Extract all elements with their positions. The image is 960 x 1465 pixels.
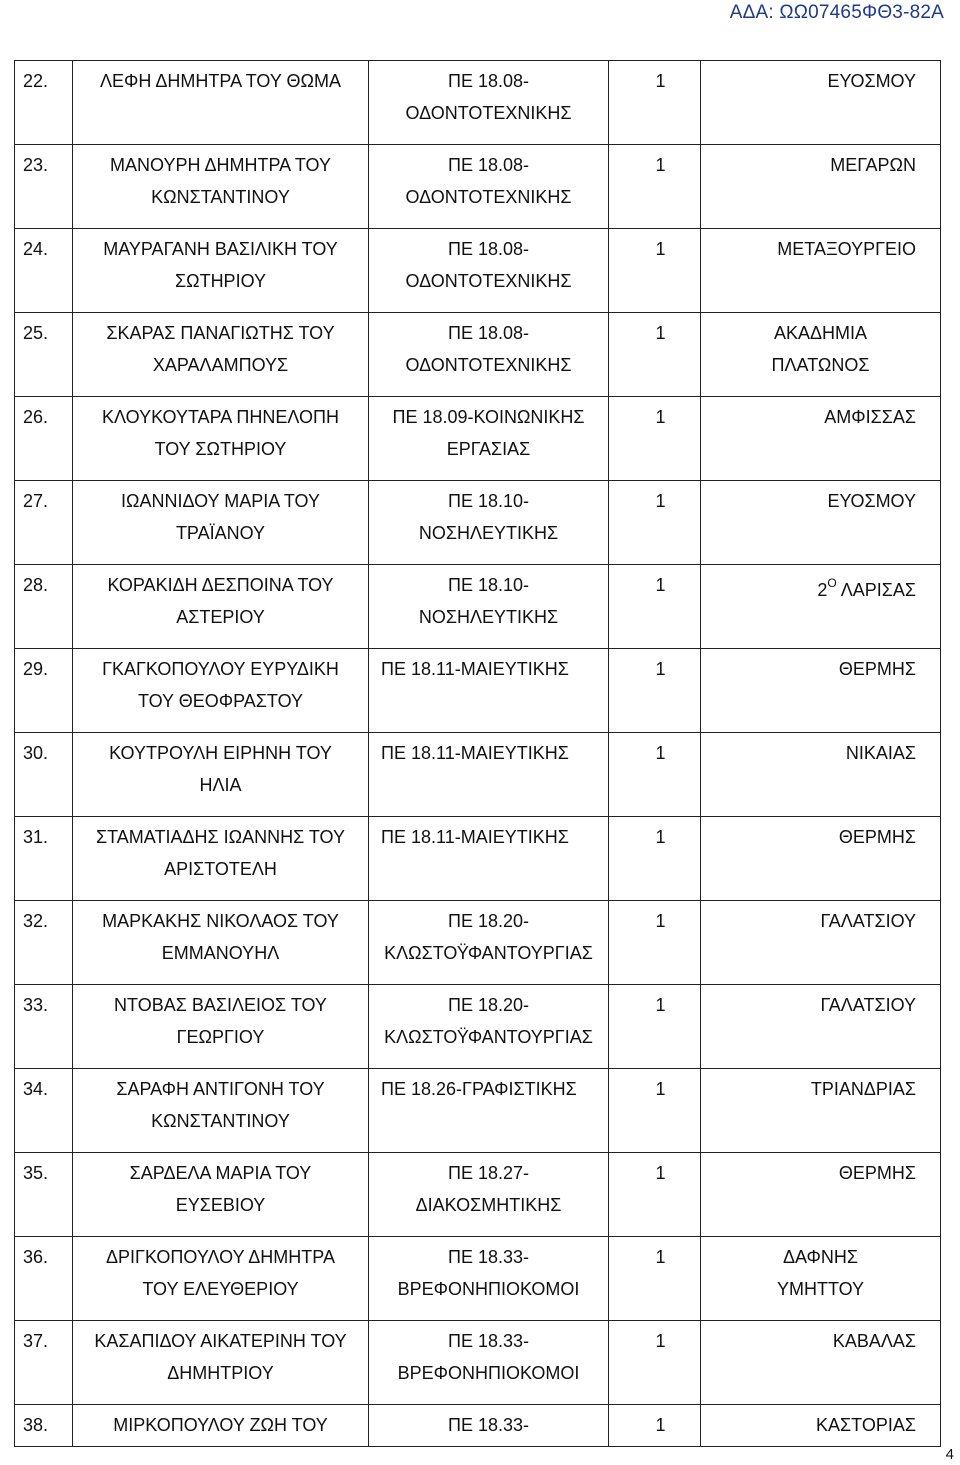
quantity: 1 (609, 649, 701, 733)
row-number: 32. (15, 901, 73, 985)
location (701, 817, 941, 901)
specialty-line: ΠΕ 18.08- (447, 239, 530, 259)
person-name (73, 229, 369, 313)
person-name (73, 313, 369, 397)
specialty-line: ΚΛΩΣΤΟΫΦΑΝΤΟΥΡΓΙΑΣ (384, 1027, 593, 1047)
table-row (15, 1069, 941, 1153)
location (701, 565, 941, 649)
specialty (369, 229, 609, 313)
specialty (369, 1237, 609, 1321)
specialty-line: ΒΡΕΦΟΝΗΠΙΟΚΟΜΟΙ (397, 1363, 580, 1383)
row-number: 24. (15, 229, 73, 313)
quantity: 1 (609, 313, 701, 397)
specialty-line: ΝΟΣΗΛΕΥΤΙΚΗΣ (418, 523, 559, 543)
location-line: ΓΑΛΑΤΣΙΟΥ (820, 995, 916, 1015)
specialty (369, 733, 609, 817)
location-ordinal-suffix: Ο (827, 576, 837, 590)
location-ordinal-number: 2 (817, 580, 828, 600)
location-line: ΕΥΟΣΜΟΥ (827, 71, 916, 91)
quantity: 1 (609, 817, 701, 901)
location-line: ΔΑΦΝΗΣ (783, 1247, 858, 1267)
quantity: 1 (609, 985, 701, 1069)
location (701, 313, 941, 397)
specialty-line: ΠΕ 18.11-ΜΑΙΕΥΤΙΚΗΣ (381, 659, 569, 679)
quantity: 1 (609, 397, 701, 481)
specialty (369, 817, 609, 901)
person-name-line: ΣΩΤΗΡΙΟΥ (174, 271, 266, 291)
person-name-line: ΣΤΑΜΑΤΙΑΔΗΣ ΙΩΑΝΝΗΣ ΤΟΥ (96, 827, 345, 847)
specialty-line: ΠΕ 18.20- (447, 911, 530, 931)
table-row (15, 145, 941, 229)
person-name (73, 61, 369, 145)
quantity: 1 (609, 1405, 701, 1447)
table-row (15, 481, 941, 565)
location-line: ΘΕΡΜΗΣ (838, 827, 916, 847)
specialty-line: ΠΕ 18.11-ΜΑΙΕΥΤΙΚΗΣ (381, 827, 569, 847)
person-name-line: ΓΚΑΓΚΟΠΟΥΛΟΥ ΕΥΡΥΔΙΚΗ (102, 659, 339, 679)
person-name (73, 1321, 369, 1405)
location-line: ΑΜΦΙΣΣΑΣ (824, 407, 916, 427)
row-number: 37. (15, 1321, 73, 1405)
location-line: ΜΕΤΑΞΟΥΡΓΕΙΟ (777, 239, 916, 259)
person-name (73, 985, 369, 1069)
table-row (15, 817, 941, 901)
location-line: ΘΕΡΜΗΣ (838, 659, 916, 679)
person-name-line: ΜΑΥΡΑΓΑΝΗ ΒΑΣΙΛΙΚΗ ΤΟΥ (103, 239, 338, 259)
specialty-line: ΠΕ 18.20- (447, 995, 530, 1015)
person-name (73, 1069, 369, 1153)
table-row (15, 901, 941, 985)
table-row (15, 649, 941, 733)
specialty-line: ΚΛΩΣΤΟΫΦΑΝΤΟΥΡΓΙΑΣ (384, 943, 593, 963)
specialty-line: ΠΕ 18.33- (447, 1331, 530, 1351)
table-body (15, 61, 941, 1447)
specialty-line: ΟΔΟΝΤΟΤΕΧΝΙΚΗΣ (405, 187, 572, 207)
person-name-line: ΑΣΤΕΡΙΟΥ (176, 607, 265, 627)
row-number: 25. (15, 313, 73, 397)
location-line: ΑΚΑΔΗΜΙΑ (773, 323, 868, 343)
location (701, 1069, 941, 1153)
appointments-table (14, 60, 941, 1447)
specialty (369, 901, 609, 985)
specialty-line: ΔΙΑΚΟΣΜΗΤΙΚΗΣ (415, 1195, 562, 1215)
row-number: 23. (15, 145, 73, 229)
specialty-line: ΠΕ 18.11-ΜΑΙΕΥΤΙΚΗΣ (381, 743, 569, 763)
specialty (369, 1405, 609, 1447)
location (701, 901, 941, 985)
person-name-line: ΕΥΣΕΒΙΟΥ (175, 1195, 266, 1215)
row-number: 22. (15, 61, 73, 145)
page-number: 4 (945, 1446, 954, 1463)
quantity: 1 (609, 1321, 701, 1405)
quantity: 1 (609, 1237, 701, 1321)
person-name-line: ΕΜΜΑΝΟΥΗΛ (161, 943, 280, 963)
location (701, 145, 941, 229)
location-line: ΥΜΗΤΤΟΥ (776, 1279, 865, 1299)
row-number: 38. (15, 1405, 73, 1447)
person-name-line: ΚΑΣΑΠΙΔΟΥ ΑΙΚΑΤΕΡΙΝΗ ΤΟΥ (94, 1331, 347, 1351)
person-name-line: ΤΟΥ ΣΩΤΗΡΙΟΥ (154, 439, 287, 459)
person-name-line: ΔΗΜΗΤΡΙΟΥ (167, 1363, 274, 1383)
specialty-line: ΟΔΟΝΤΟΤΕΧΝΙΚΗΣ (405, 103, 572, 123)
location (701, 61, 941, 145)
location (701, 1321, 941, 1405)
table-row (15, 985, 941, 1069)
person-name (73, 733, 369, 817)
ada-code-header: ΑΔΑ: ΩΩ07465ΦΘ3-82Α (729, 2, 944, 23)
person-name-line: ΚΟΥΤΡΟΥΛΗ ΕΙΡΗΝΗ ΤΟΥ (109, 743, 332, 763)
location-line: ΝΙΚΑΙΑΣ (845, 743, 916, 763)
location (701, 1405, 941, 1447)
location (701, 985, 941, 1069)
location (701, 649, 941, 733)
person-name (73, 817, 369, 901)
row-number: 30. (15, 733, 73, 817)
row-number: 34. (15, 1069, 73, 1153)
specialty-line: ΕΡΓΑΣΙΑΣ (446, 439, 531, 459)
table-row (15, 1405, 941, 1447)
quantity: 1 (609, 61, 701, 145)
person-name-line: ΣΑΡΔΕΛΑ ΜΑΡΙΑ ΤΟΥ (129, 1163, 312, 1183)
person-name-line: ΓΕΩΡΓΙΟΥ (176, 1027, 265, 1047)
row-number: 27. (15, 481, 73, 565)
location-line: ΘΕΡΜΗΣ (838, 1163, 916, 1183)
specialty-line: ΠΕ 18.08- (447, 323, 530, 343)
row-number: 36. (15, 1237, 73, 1321)
location (701, 481, 941, 565)
table-row (15, 733, 941, 817)
location-line: ΜΕΓΑΡΩΝ (830, 155, 916, 175)
person-name (73, 649, 369, 733)
specialty-line: ΟΔΟΝΤΟΤΕΧΝΙΚΗΣ (405, 271, 572, 291)
specialty (369, 649, 609, 733)
specialty-line: ΠΕ 18.10- (447, 575, 530, 595)
person-name-line: ΚΟΡΑΚΙΔΗ ΔΕΣΠΟΙΝΑ ΤΟΥ (107, 575, 334, 595)
table-row (15, 229, 941, 313)
person-name-line: ΧΑΡΑΛΑΜΠΟΥΣ (152, 355, 289, 375)
person-name-line: ΝΤΟΒΑΣ ΒΑΣΙΛΕΙΟΣ ΤΟΥ (114, 995, 327, 1015)
specialty (369, 61, 609, 145)
specialty (369, 1321, 609, 1405)
person-name-line: ΤΡΑΪΑΝΟΥ (175, 523, 266, 543)
location (701, 1153, 941, 1237)
row-number: 28. (15, 565, 73, 649)
specialty-line: ΠΕ 18.10- (447, 491, 530, 511)
quantity: 1 (609, 565, 701, 649)
person-name-line: ΣΚΑΡΑΣ ΠΑΝΑΓΙΩΤΗΣ ΤΟΥ (106, 323, 335, 343)
person-name (73, 901, 369, 985)
table-row (15, 1321, 941, 1405)
specialty (369, 985, 609, 1069)
person-name-line: ΔΡΙΓΚΟΠΟΥΛΟΥ ΔΗΜΗΤΡΑ (106, 1247, 335, 1267)
specialty (369, 1069, 609, 1153)
specialty (369, 313, 609, 397)
person-name (73, 565, 369, 649)
location (701, 733, 941, 817)
table-row (15, 397, 941, 481)
location (701, 1237, 941, 1321)
person-name-line: ΗΛΙΑ (199, 775, 242, 795)
person-name (73, 481, 369, 565)
person-name (73, 1405, 369, 1447)
person-name-line: ΚΛΟΥΚΟΥΤΑΡΑ ΠΗΝΕΛΟΠΗ (102, 407, 339, 427)
quantity: 1 (609, 1069, 701, 1153)
person-name-line: ΤΟΥ ΘΕΟΦΡΑΣΤΟΥ (137, 691, 304, 711)
specialty-line: ΠΕ 18.33- (447, 1415, 530, 1435)
row-number: 35. (15, 1153, 73, 1237)
quantity: 1 (609, 1153, 701, 1237)
location-line: ΠΛΑΤΩΝΟΣ (771, 355, 870, 375)
specialty (369, 1153, 609, 1237)
quantity: 1 (609, 901, 701, 985)
table-row (15, 565, 941, 649)
person-name (73, 1153, 369, 1237)
person-name-line: ΜΑΝΟΥΡΗ ΔΗΜΗΤΡΑ ΤΟΥ (110, 155, 331, 175)
quantity: 1 (609, 481, 701, 565)
person-name-line: ΜΙΡΚΟΠΟΥΛΟΥ ΖΩΗ ΤΟΥ (113, 1415, 328, 1435)
location (701, 397, 941, 481)
location (701, 229, 941, 313)
location-line: ΕΥΟΣΜΟΥ (827, 491, 916, 511)
person-name (73, 397, 369, 481)
table-row (15, 1153, 941, 1237)
specialty-line: ΠΕ 18.26-ΓΡΑΦΙΣΤΙΚΗΣ (381, 1079, 577, 1099)
specialty-line: ΟΔΟΝΤΟΤΕΧΝΙΚΗΣ (405, 355, 572, 375)
quantity: 1 (609, 145, 701, 229)
location-line: ΚΑΣΤΟΡΙΑΣ (816, 1415, 916, 1435)
specialty (369, 397, 609, 481)
quantity: 1 (609, 229, 701, 313)
person-name-line: ΣΑΡΑΦΗ ΑΝΤΙΓΟΝΗ ΤΟΥ (116, 1079, 325, 1099)
person-name-line: ΑΡΙΣΤΟΤΕΛΗ (164, 859, 277, 879)
specialty-line: ΒΡΕΦΟΝΗΠΙΟΚΟΜΟΙ (397, 1279, 580, 1299)
person-name-line: ΜΑΡΚΑΚΗΣ ΝΙΚΟΛΑΟΣ ΤΟΥ (102, 911, 339, 931)
person-name (73, 145, 369, 229)
specialty-line: ΠΕ 18.27- (447, 1163, 530, 1183)
person-name-line: ΤΟΥ ΕΛΕΥΘΕΡΙΟΥ (142, 1279, 299, 1299)
location-line: ΓΑΛΑΤΣΙΟΥ (820, 911, 916, 931)
row-number: 26. (15, 397, 73, 481)
specialty-line: ΠΕ 18.33- (447, 1247, 530, 1267)
table-row (15, 313, 941, 397)
specialty-line: ΠΕ 18.08- (447, 71, 530, 91)
specialty-line: ΠΕ 18.09-ΚΟΙΝΩΝΙΚΗΣ (392, 407, 585, 427)
person-name-line: ΚΩΝΣΤΑΝΤΙΝΟΥ (151, 1111, 290, 1131)
person-name-line: ΚΩΝΣΤΑΝΤΙΝΟΥ (151, 187, 290, 207)
specialty (369, 565, 609, 649)
table-row (15, 1237, 941, 1321)
row-number: 29. (15, 649, 73, 733)
table-row (15, 61, 941, 145)
location-line: ΤΡΙΑΝΔΡΙΑΣ (810, 1079, 916, 1099)
row-number: 31. (15, 817, 73, 901)
person-name (73, 1237, 369, 1321)
row-number: 33. (15, 985, 73, 1069)
location-name: ΛΑΡΙΣΑΣ (840, 580, 916, 600)
specialty (369, 481, 609, 565)
person-name-line: ΛΕΦΗ ΔΗΜΗΤΡΑ ΤΟΥ ΘΩΜΑ (100, 71, 341, 91)
specialty-line: ΝΟΣΗΛΕΥΤΙΚΗΣ (418, 607, 559, 627)
location-line: ΚΑΒΑΛΑΣ (832, 1331, 916, 1351)
specialty (369, 145, 609, 229)
person-name-line: ΙΩΑΝΝΙΔΟΥ ΜΑΡΙΑ ΤΟΥ (120, 491, 320, 511)
quantity: 1 (609, 733, 701, 817)
specialty-line: ΠΕ 18.08- (447, 155, 530, 175)
